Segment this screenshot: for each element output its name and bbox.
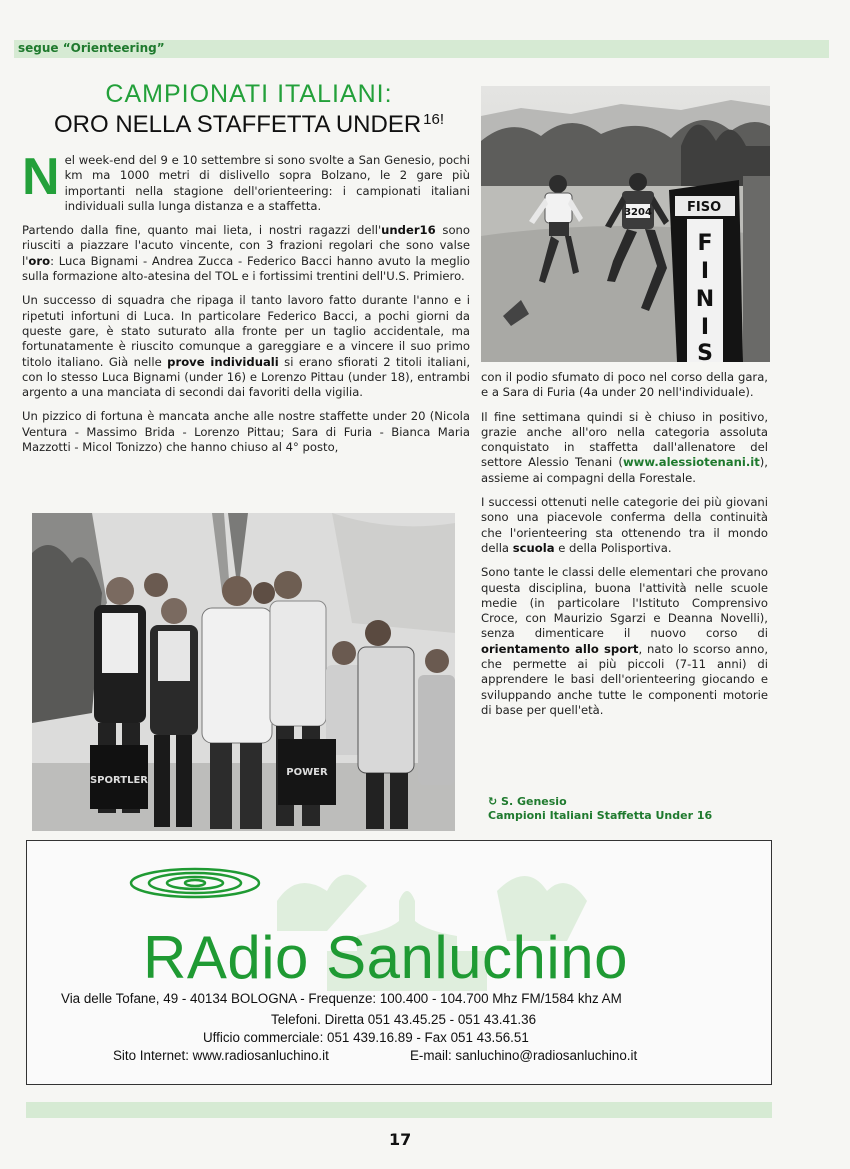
ad-email[interactable]: E-mail: sanluchino@radiosanluchino.it <box>410 1048 638 1063</box>
radio-waves-icon <box>131 869 259 897</box>
paragraph-8 <box>481 565 768 718</box>
paragraph-1-text: el week-end del 9 e 10 settembre si sono svolte a San Genesio, pochi km ma 1000 metri di dislivello sopra Bolzano, le 2 gare più importanti nella stagione dell'orienteering: i campionati italiani individuali sulla lunga distanza e a staffetta. <box>64 153 470 213</box>
p7-part-a: I successi ottenuti nelle categorie dei più giovani sono una piacevole conferma della continuità che l'orienteering sta ottenendo tra il mondo della <box>481 495 768 555</box>
ad-office-line: Ufficio commerciale: 051 439.16.89 - Fax 051 43.56.51 <box>203 1030 529 1045</box>
paragraph-3 <box>22 293 470 400</box>
paragraph-2 <box>22 223 470 284</box>
p6-part-a: Il fine settimana quindi si è chiuso in positivo, grazie anche all'oro nella categoria assoluta conquistato in staffetta dall'allenatore del settore Alessio Tenani ( <box>481 409 768 470</box>
p7-part-c: e della Polisportiva. <box>554 540 672 555</box>
bottom-green-band <box>26 1102 772 1118</box>
p7-bold-scuola: scuola <box>512 540 555 555</box>
radio-advertisement <box>26 840 772 1085</box>
finish-banner-letter-2: I <box>700 259 710 284</box>
p6-part-b: ), assieme ai compagni della Forestale. <box>481 455 768 485</box>
paragraph-1 <box>22 148 470 214</box>
team-podium-photo <box>32 513 455 831</box>
article-left-column <box>22 148 471 464</box>
headline-line-2 <box>24 111 474 139</box>
p2-bold-oro: oro <box>28 253 51 268</box>
headline-line-1: CAMPIONATI ITALIANI: <box>105 80 393 108</box>
bag-brand-label-2: POWER <box>286 767 328 778</box>
ad-website[interactable]: Sito Internet: www.radiosanluchino.it <box>113 1048 329 1063</box>
bag-brand-label: SPORTLER <box>89 775 149 786</box>
finish-banner-letter-1: F <box>697 231 713 256</box>
p3-part-a: Un successo di squadra che ripaga il tanto lavoro fatto durante l'anno e i ripetuti infortuni di Luca. In particolare Federico Bacci, a pochi giorni da queste gare, è stato suturato alla fronte per un taglio accidentale, ma fortunatamente è riuscito comunque a gareggiare e a vincere il suo primo titolo italiano. Già nelle <box>22 293 470 369</box>
radio-brand-name: RAdio Sanluchino <box>143 924 628 991</box>
fiso-banner-brand: FISO <box>687 200 722 215</box>
caption-location: ↻ S. Genesio <box>488 795 567 808</box>
page-number: 17 <box>389 1130 412 1149</box>
headline-line-2-text: ORO NELLA STAFFETTA UNDER <box>53 111 422 138</box>
finish-banner-letter-3: N <box>695 287 715 312</box>
paragraph-7 <box>481 495 768 556</box>
finish-line-photo <box>481 86 770 362</box>
p2-part-a: Partendo dalla fine, quanto mai lieta, i nostri ragazzi dell' <box>22 223 382 238</box>
p8-bold-orientamento: orientamento allo sport <box>481 641 639 656</box>
article-right-column <box>481 370 768 727</box>
photo-caption <box>488 795 778 823</box>
bib-number: 3204 <box>624 207 652 218</box>
article-headline <box>24 80 474 139</box>
headline-line-2-sup: 16! <box>423 111 445 128</box>
p3-part-c: si erano sfiorati 2 titoli italiani, con lo stesso Luca Bignami (under 16) e Lorenzo Pittau (under 18), entrambi argento a una manciata di secondi dai favoriti della vigilia. <box>22 354 471 400</box>
caption-description: Campioni Italiani Staffetta Under 16 <box>488 809 713 822</box>
p8-part-c: , nato lo scorso anno, che permette ai più piccoli (7-11 anni) di apprendere le basi dell'orienteering giocando e sviluppando anche tutte le componenti motorie di base per quell'età. <box>481 641 769 717</box>
finish-line-image <box>481 86 770 362</box>
team-podium-image <box>32 513 455 831</box>
website-link[interactable]: www.alessiotenani.it <box>622 455 760 470</box>
paragraph-6 <box>481 410 768 486</box>
finish-banner-letter-4: I <box>700 315 710 340</box>
finish-banner-letter-5: S <box>697 341 713 362</box>
section-continuation-label: segue “Orienteering” <box>18 41 165 55</box>
p2-part-c: sono riusciti a piazzare l'acuto vincente, con 3 frazioni regolari che sono valse l' <box>22 223 470 268</box>
p3-bold-prove-individuali: prove individuali <box>167 354 279 369</box>
p4-text: Un pizzico di fortuna è mancata anche alle nostre staffette under 20 (Nicola Ventura - Massimo Brida - Lorenzo Pittau; Sara di Furia - Bianca Maria Mazzotti - Micol Tonizzo) che hanno chiuso al 4° posto, <box>22 409 470 455</box>
p2-part-e: : Luca Bignami - Andrea Zucca - Federico Bacci hanno avuto la meglio sulla formazione alto-atesina del TOL e i fortissimi trentini dell'U.S. Primiero. <box>22 253 470 284</box>
p2-bold-under16: under16 <box>381 223 436 238</box>
paragraph-4 <box>22 409 470 455</box>
p8-part-a: Sono tante le classi delle elementari che provano questa disciplina, buona l'attività nelle scuole medie (in particolare l'Istituto Comprensivo Croce, con Maurizio Sgarzi e Deanna Novelli), senza dimenticare il nuovo corso di <box>481 565 768 641</box>
ad-phone-line: Telefoni. Diretta 051 43.45.25 - 051 43.41.36 <box>271 1012 537 1027</box>
paragraph-5 <box>481 370 768 401</box>
drop-cap: N <box>22 148 60 206</box>
ad-address-line: Via delle Tofane, 49 - 40134 BOLOGNA - Frequenze: 100.400 - 104.700 Mhz FM/1584 khz AM <box>61 991 622 1006</box>
p5-text: con il podio sfumato di poco nel corso della gara, e a Sara di Furia (4a under 20 nell'individuale). <box>481 370 768 400</box>
